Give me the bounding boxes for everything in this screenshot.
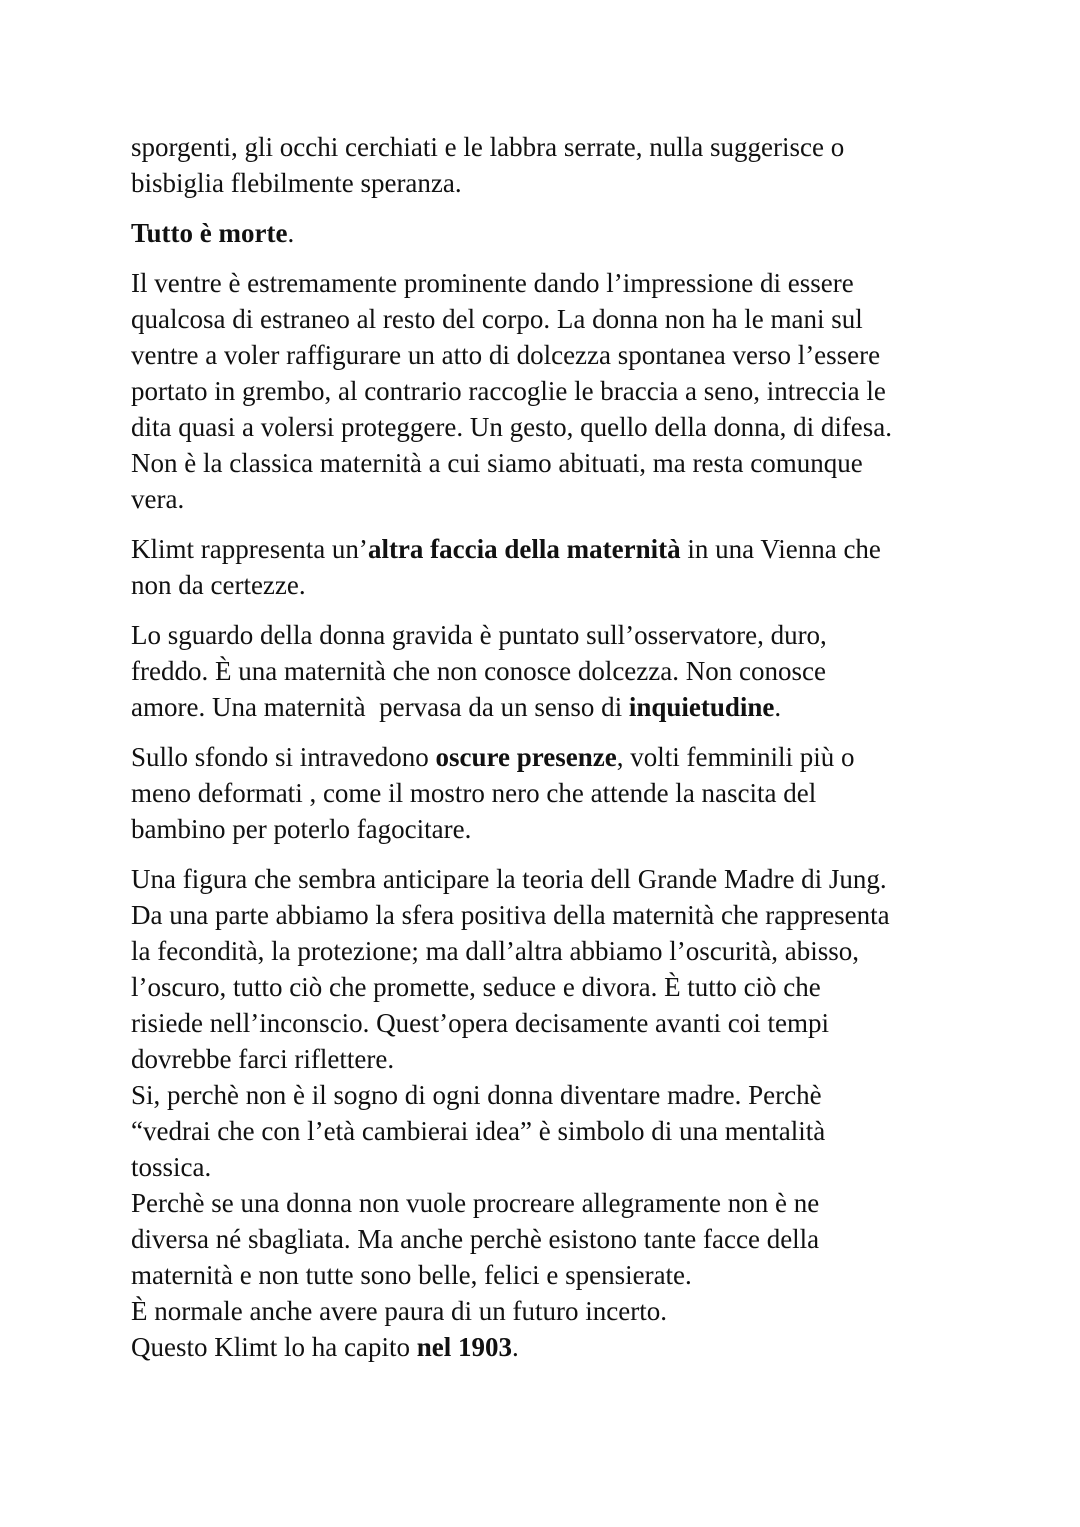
text-line: tossica. <box>131 1152 212 1182</box>
text-line: l’oscuro, tutto ciò che promette, seduce e divora. È tutto ciò che <box>131 972 821 1002</box>
text-line: dita quasi a volersi proteggere. Un gesto, quello della donna, di difesa. <box>131 412 893 442</box>
text-line: vera. <box>131 484 185 514</box>
text-fragment: in una Vienna che <box>680 534 881 564</box>
text-line: Non è la classica maternità a cui siamo abituati, ma resta comunque <box>131 448 863 478</box>
text-line: non da certezze. <box>131 570 306 600</box>
text-line: qualcosa di estraneo al resto del corpo. La donna non ha le mani sul <box>131 304 863 334</box>
text-fragment: . <box>774 692 782 722</box>
text-fragment: Klimt rappresenta un’ <box>131 534 368 564</box>
text-line: diversa né sbagliata. Ma anche perchè esistono tante facce della <box>131 1224 820 1254</box>
text-line: Da una parte abbiamo la sfera positiva della maternità che rappresenta <box>131 900 890 930</box>
document-body <box>131 129 961 1365</box>
text-fragment: Sullo sfondo si intravedono <box>131 742 436 772</box>
text-line <box>131 215 961 251</box>
text-line: la fecondità, la protezione; ma dall’altra abbiamo l’oscurità, abisso, <box>131 936 859 966</box>
bold-phrase: inquietudine <box>628 692 775 722</box>
paragraph-7 <box>131 861 961 1365</box>
text-line: risiede nell’inconscio. Quest’opera decisamente avanti coi tempi <box>131 1008 829 1038</box>
bold-phrase: Tutto è morte <box>131 218 288 248</box>
paragraph-2 <box>131 215 961 251</box>
text-line <box>131 739 961 775</box>
text-line: sporgenti, gli occhi cerchiati e le labbra serrate, nulla suggerisce o <box>131 132 845 162</box>
bold-phrase: oscure presenze <box>435 742 617 772</box>
paragraph-4 <box>131 531 961 603</box>
bold-phrase: nel 1903 <box>416 1332 512 1362</box>
paragraph-1 <box>131 129 961 201</box>
text-line <box>131 531 961 567</box>
paragraph-3 <box>131 265 961 517</box>
text-fragment: Questo Klimt lo ha capito <box>131 1332 417 1362</box>
text-line: È normale anche avere paura di un futuro incerto. <box>131 1296 668 1326</box>
paragraph-5 <box>131 617 961 725</box>
text-line: Una figura che sembra anticipare la teoria dell Grande Madre di Jung. <box>131 864 887 894</box>
bold-phrase: altra faccia della maternità <box>367 534 681 564</box>
text-line: dovrebbe farci riflettere. <box>131 1044 395 1074</box>
text-fragment: . <box>511 1332 519 1362</box>
text-line: maternità e non tutte sono belle, felici e spensierate. <box>131 1260 692 1290</box>
text-line: Si, perchè non è il sogno di ogni donna diventare madre. Perchè <box>131 1080 822 1110</box>
text-line <box>131 1329 961 1365</box>
text-fragment: , volti femminili più o <box>616 742 855 772</box>
text-line: portato in grembo, al contrario raccoglie le braccia a seno, intreccia le <box>131 376 886 406</box>
text-line: ventre a voler raffigurare un atto di dolcezza spontanea verso l’essere <box>131 340 881 370</box>
text-line: freddo. È una maternità che non conosce dolcezza. Non conosce <box>131 656 826 686</box>
text-fragment: . <box>287 218 295 248</box>
text-line: bisbiglia flebilmente speranza. <box>131 168 462 198</box>
text-line: “vedrai che con l’età cambierai idea” è simbolo di una mentalità <box>131 1116 826 1146</box>
paragraph-6 <box>131 739 961 847</box>
text-line: Perchè se una donna non vuole procreare allegramente non è ne <box>131 1188 820 1218</box>
text-line: Il ventre è estremamente prominente dando l’impressione di essere <box>131 268 854 298</box>
text-line: Lo sguardo della donna gravida è puntato sull’osservatore, duro, <box>131 620 827 650</box>
text-fragment: amore. Una maternità pervasa da un senso di <box>131 692 629 722</box>
text-line: bambino per poterlo fagocitare. <box>131 814 472 844</box>
text-line: meno deformati , come il mostro nero che attende la nascita del <box>131 778 817 808</box>
text-line <box>131 689 961 725</box>
